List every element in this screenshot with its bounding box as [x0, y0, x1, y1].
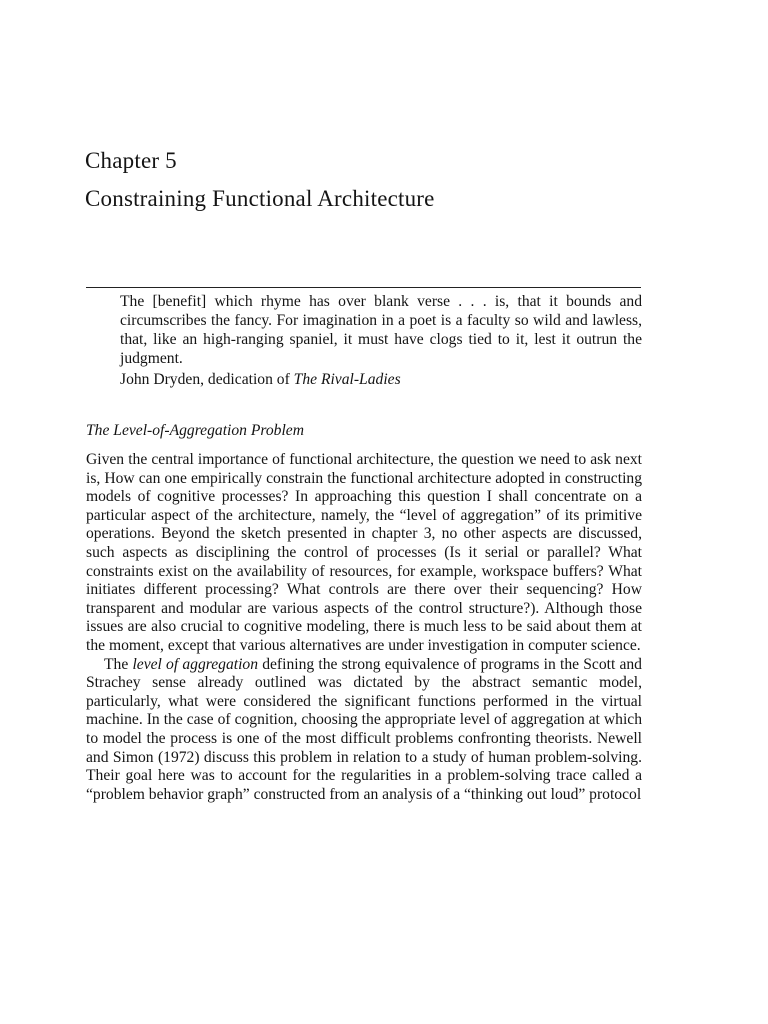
epigraph-attribution	[120, 370, 642, 389]
section-heading: The Level-of-Aggregation Problem	[86, 422, 304, 439]
paragraph-2-italic-term: level of aggregation	[132, 655, 259, 673]
paragraph-2-rest: defining the strong equivalence of programs in the Scott and Strachey sense already outlined was dictated by the abstract semantic model, particularly, what were considered the significant functions performed in the virtual machine. In the case of cognition, choosing the appropriate level of aggregation at which to model the process is one of the most difficult problems confronting theorists. Newell and Simon (1972) discuss this problem in relation to a study of human problem-solving. Their goal here was to account for the regularities in a problem-solving trace called a “problem behavior graph” constructed from an analysis of a “thinking out loud” protocol	[86, 655, 642, 803]
body-paragraph-1: Given the central importance of functional architecture, the question we need to ask next is, How can one empirically constrain the functional architecture adopted in constructing models of cognitive processes? In approaching this question I shall concentrate on a particular aspect of the architecture, namely, the “level of aggregation” of its primitive operations. Beyond the sketch presented in chapter 3, no other aspects are discussed, such aspects as disciplining the control of processes (Is it serial or parallel? What constraints exist on the availability of resources, for example, workspace buffers? What initiates different processing? What controls are there over their sequencing? How transparent and modular are various aspects of the control structure?). Although those issues are also crucial to cognitive modeling, there is much less to be said about them at the moment, except that various alternatives are under investigation in computer science.	[86, 451, 642, 654]
epigraph-rule	[86, 287, 641, 288]
epigraph-attribution-work: The Rival-Ladies	[293, 371, 401, 388]
chapter-number: Chapter 5	[85, 148, 177, 173]
chapter-title: Constraining Functional Architecture	[85, 186, 435, 211]
paragraph-2-lead: The	[104, 655, 133, 673]
body-paragraph-2	[86, 656, 642, 805]
epigraph	[120, 292, 642, 389]
epigraph-attribution-prefix: John Dryden, dedication of	[120, 371, 294, 388]
epigraph-quote: The [benefit] which rhyme has over blank verse . . . is, that it bounds and circumscribes the fancy. For imagination in a poet is a faculty so wild and lawless, that, like an high-ranging spaniel, it must have clogs tied to it, lest it outrun the judgment.	[120, 293, 642, 367]
body-text	[86, 451, 642, 804]
